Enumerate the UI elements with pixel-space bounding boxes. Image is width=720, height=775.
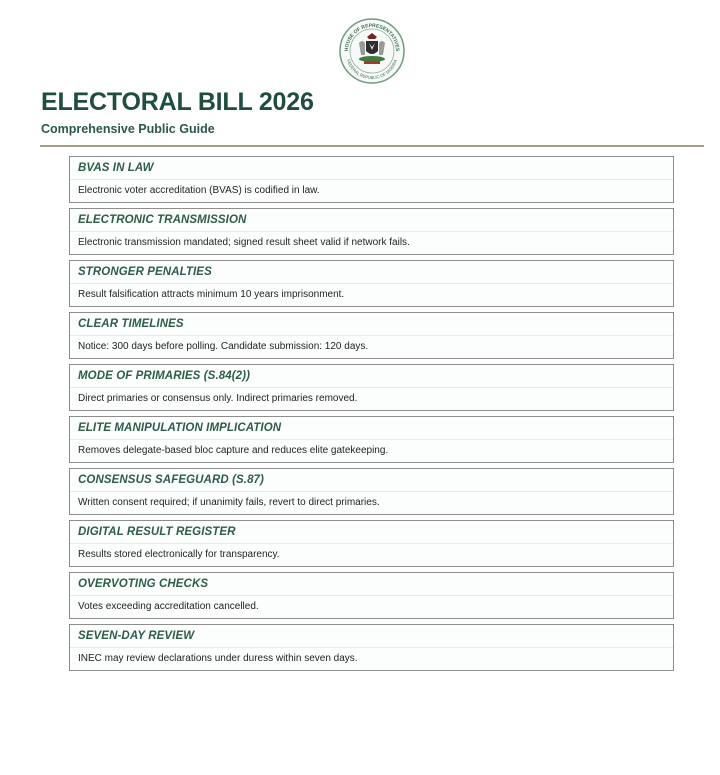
section-divider (70, 491, 673, 492)
section-title: ELITE MANIPULATION IMPLICATION (78, 422, 282, 434)
section-title: OVERVOTING CHECKS (78, 578, 209, 590)
section-divider (70, 387, 673, 388)
section-text: Electronic transmission mandated; signed result sheet valid if network fails. (78, 237, 410, 248)
section-divider (70, 283, 673, 284)
seal-text-bottom: FEDERAL REPUBLIC OF NIGERIA (346, 58, 399, 81)
section-card (69, 208, 674, 255)
section-card (69, 364, 674, 411)
section-text: INEC may review declarations under duress within seven days. (78, 653, 358, 664)
coat-of-arms-seal-icon (337, 17, 407, 85)
section-title: MODE OF PRIMARIES (S.84(2)) (78, 370, 251, 382)
section-card (69, 468, 674, 515)
header-divider (40, 145, 704, 147)
section-title: CONSENSUS SAFEGUARD (S.87) (78, 474, 264, 486)
section-card (69, 572, 674, 619)
section-divider (70, 231, 673, 232)
section-list (69, 156, 674, 676)
section-divider (70, 647, 673, 648)
page-title: ELECTORAL BILL 2026 (41, 88, 314, 116)
seal-text-top: HOUSE OF REPRESENTATIVES (343, 22, 401, 52)
section-card (69, 312, 674, 359)
section-divider (70, 439, 673, 440)
section-card (69, 416, 674, 463)
section-text: Results stored electronically for transparency. (78, 549, 280, 560)
section-card (69, 260, 674, 307)
section-text: Votes exceeding accreditation cancelled. (78, 601, 259, 612)
section-text: Result falsification attracts minimum 10 years imprisonment. (78, 289, 345, 300)
section-title: ELECTRONIC TRANSMISSION (78, 214, 247, 226)
page-subtitle: Comprehensive Public Guide (41, 122, 215, 136)
section-title: STRONGER PENALTIES (78, 266, 212, 278)
section-text: Written consent required; if unanimity fails, revert to direct primaries. (78, 497, 380, 508)
section-title: BVAS IN LAW (78, 162, 154, 174)
section-text: Direct primaries or consensus only. Indirect primaries removed. (78, 393, 358, 404)
section-text: Electronic voter accreditation (BVAS) is codified in law. (78, 185, 320, 196)
section-title: CLEAR TIMELINES (78, 318, 184, 330)
section-text: Removes delegate-based bloc capture and reduces elite gatekeeping. (78, 445, 389, 456)
section-divider (70, 595, 673, 596)
section-card (69, 624, 674, 671)
section-divider (70, 335, 673, 336)
section-title: DIGITAL RESULT REGISTER (78, 526, 236, 538)
section-text: Notice: 300 days before polling. Candidate submission: 120 days. (78, 341, 369, 352)
section-card (69, 520, 674, 567)
section-card (69, 156, 674, 203)
section-divider (70, 179, 673, 180)
section-divider (70, 543, 673, 544)
section-title: SEVEN-DAY REVIEW (78, 630, 195, 642)
